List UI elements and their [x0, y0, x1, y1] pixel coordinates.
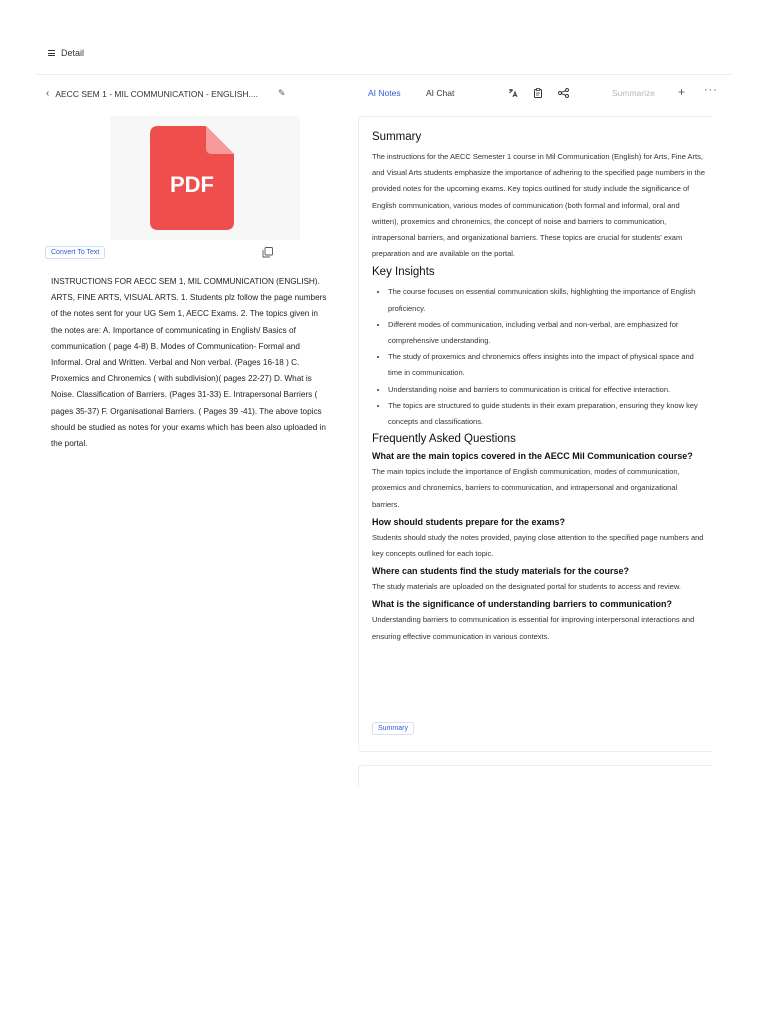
document-header [46, 88, 286, 99]
convert-to-text-button[interactable]: Convert To Text [45, 246, 105, 259]
share-icon[interactable] [558, 88, 569, 98]
more-options-icon[interactable]: ··· [704, 84, 718, 96]
insight-item: • The course focuses on essential communication skills, highlighting the importance of English proficiency. [388, 284, 706, 316]
add-icon[interactable]: + [678, 85, 686, 99]
insights-list [372, 284, 706, 430]
ai-notes-card [358, 116, 713, 752]
insight-item: • Understanding noise and barriers to communication is critical for effective interaction. [388, 382, 706, 398]
notes-toolbar [368, 84, 718, 103]
summary-text: The instructions for the AECC Semester 1 course in Mil Communication (English) for Arts, Fine Arts, and Visual Arts students emphasize the importance of adhering to the specified page numbers in the provided notes for the upcoming exams. Key topics outlined for study include the significance of English communication, various modes of communication (both formal and informal, oral and written), proxemics and chronemics, the concept of noise and barriers to communication, intrapersonal barriers, and organizational barriers. These topics are crucial for students' exam preparation and are available on the portal. [372, 152, 705, 259]
summary-heading: Summary [372, 131, 422, 143]
summary-tag-button[interactable]: Summary [372, 722, 414, 735]
document-title: AECC SEM 1 - MIL COMMUNICATION - ENGLISH.... [55, 88, 258, 99]
edit-pencil-icon[interactable]: ✎ [277, 88, 286, 98]
document-body-text: INSTRUCTIONS FOR AECC SEM 1, MIL COMMUNICATION (ENGLISH). ARTS, FINE ARTS, VISUAL ARTS. 1. Students plz follow the page numbers of the notes sent for your UG Sem 1, AECC Exams. 2. The topics given in the notes are: A. Importance of communicating in English/ Basics of communication ( page 4-8) B. Modes of Communication- Formal and Informal. Oral and Written. Verbal and Non verbal. (Pages 16-18 ) C. Proxemics and Chronemics ( with subdivision)( pages 22-27) D. What is Noise. Classification of Barriers. (Pages 31-33) E. Intrapersonal Barriers ( pages 35-37) F. Organisational Barriers. ( Pages 39 -41). The above topics should be studied as notes for your exams which has been also uploaded in the portal. [51, 277, 327, 449]
page-title: Detail [61, 48, 85, 58]
faq-answer: The main topics include the importance of English communication, modes of communication, proxemics and chronemics, barriers to communication, and intrapersonal and organizational barriers. [372, 467, 680, 509]
tab-ai-chat[interactable]: AI Chat [426, 88, 455, 98]
tab-ai-notes[interactable]: AI Notes [368, 88, 401, 98]
faq-question: Where can students find the study materials for the course? [372, 566, 630, 577]
faq-question: What is the significance of understanding barriers to communication? [372, 599, 673, 610]
faq-answer: Students should study the notes provided, paying close attention to the specified page numbers and key concepts outlined for each topic. [372, 532, 704, 559]
faq-question: How should students prepare for the exams? [372, 516, 566, 527]
faq-answer: Understanding barriers to communication is essential for improving interpersonal interactions and ensuring effective communication in various contexts. [372, 615, 695, 641]
faq-question: What are the main topics covered in the AECC Mil Communication course? [372, 451, 693, 462]
menu-icon[interactable] [48, 50, 55, 56]
insight-item: • The topics are structured to guide students in their exam preparation, ensuring they know key concepts and classifications. [388, 398, 706, 430]
copy-icon[interactable] [262, 247, 273, 258]
back-chevron-icon[interactable]: ‹ [46, 88, 50, 99]
top-bar [48, 48, 84, 58]
insight-item: • Different modes of communication, including verbal and non-verbal, are emphasized for comprehensive understanding. [388, 317, 706, 349]
translate-icon[interactable] [508, 88, 518, 98]
faq-answer: The study materials are uploaded on the designated portal for students to access and review. [372, 582, 681, 592]
faq-heading: Frequently Asked Questions [372, 433, 516, 446]
pdf-label: PDF [170, 172, 214, 197]
summarize-button[interactable]: Summarize [612, 88, 655, 98]
next-card-edge [358, 765, 713, 786]
insight-item: • The study of proxemics and chronemics offers insights into the impact of physical space and time in communication. [388, 349, 706, 381]
pdf-file-icon [150, 126, 234, 230]
clipboard-icon[interactable] [533, 88, 543, 98]
key-insights-heading: Key Insights [372, 266, 435, 279]
header-divider [36, 74, 732, 75]
pdf-preview[interactable] [110, 116, 300, 240]
